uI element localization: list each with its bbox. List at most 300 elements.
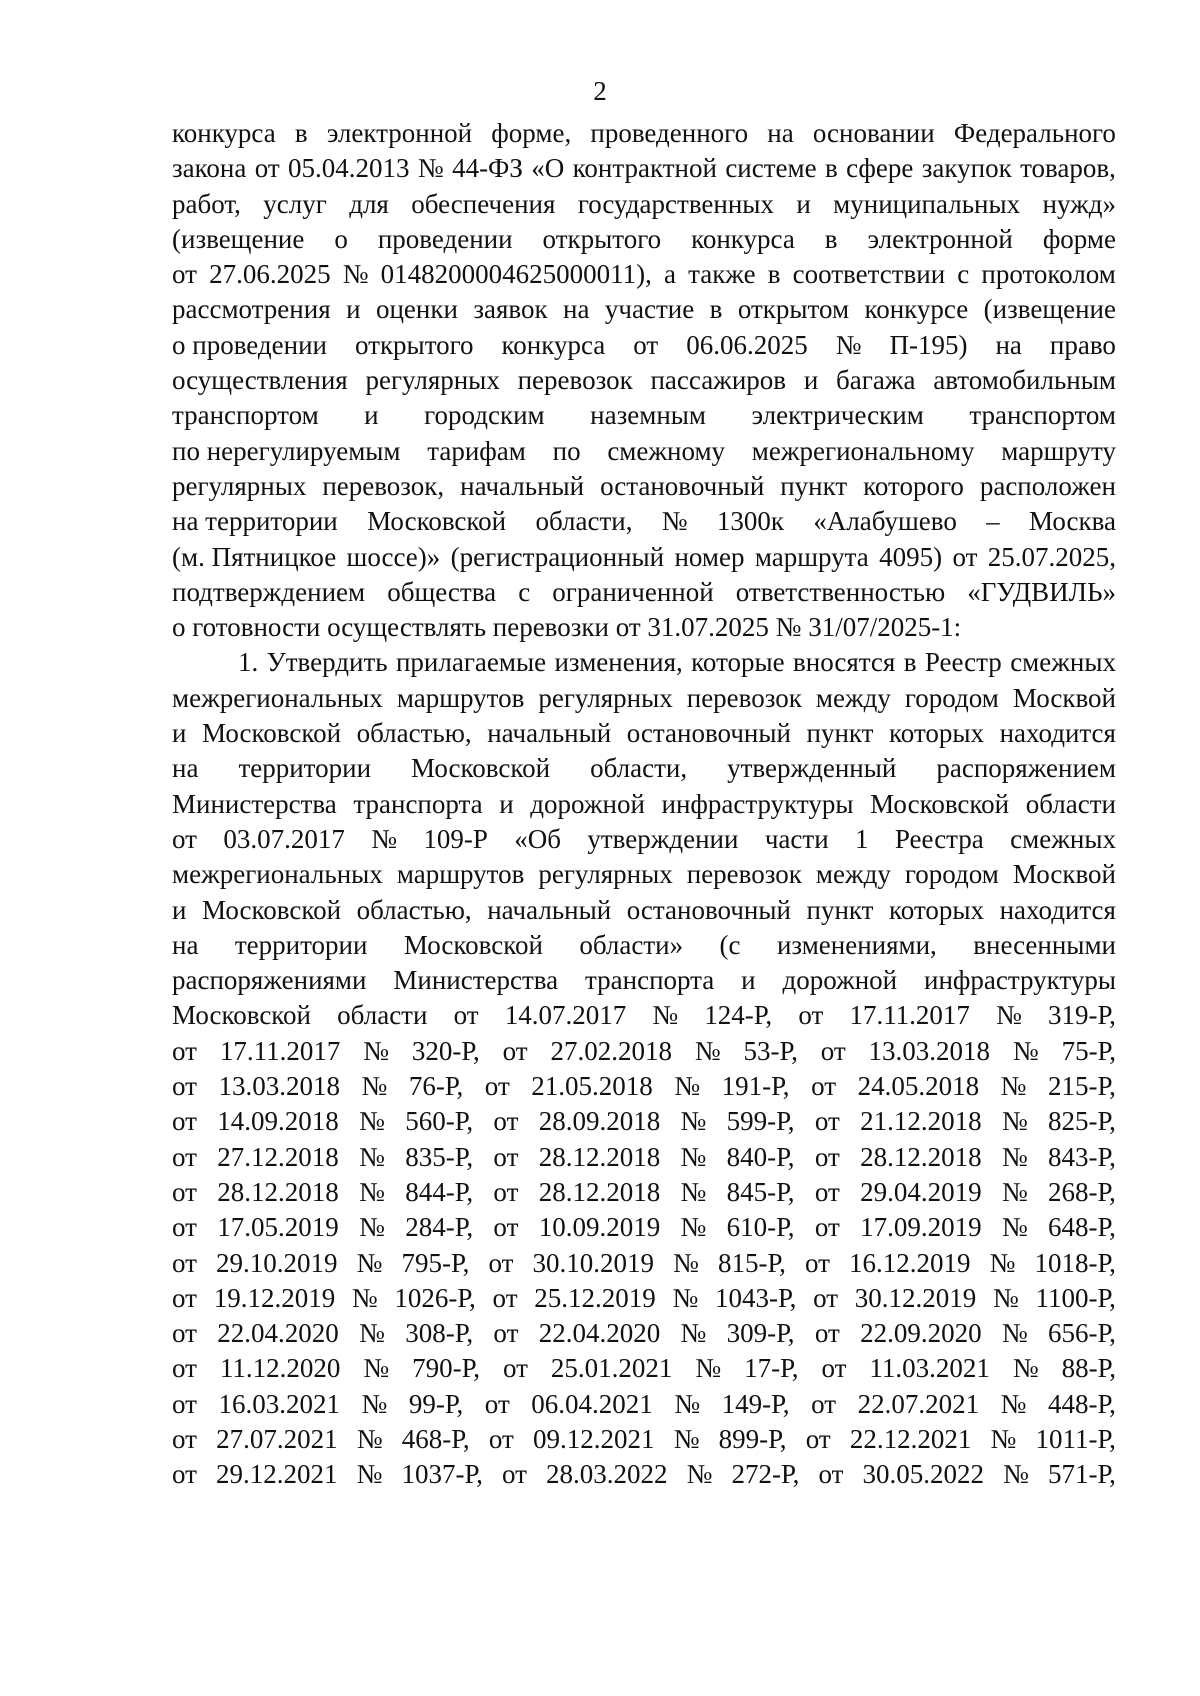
text-word: № bbox=[351, 1282, 378, 1313]
text-word: № bbox=[695, 1353, 722, 1384]
text-word: 06.06.2025 bbox=[686, 329, 808, 360]
text-word: 149-Р, bbox=[721, 1388, 790, 1419]
text-word: перевозок bbox=[686, 682, 802, 713]
text-word: № bbox=[359, 1141, 385, 1172]
text-word: и bbox=[741, 965, 756, 996]
text-word: конкурса bbox=[691, 223, 795, 254]
text-word: работ, bbox=[172, 188, 241, 219]
text-line bbox=[172, 1069, 1116, 1104]
text-word: от bbox=[172, 1141, 197, 1172]
text-word: от bbox=[488, 1423, 514, 1454]
text-word: № bbox=[371, 823, 397, 854]
text-word: городом bbox=[904, 859, 999, 890]
text-word: от bbox=[172, 1176, 197, 1207]
text-word: от bbox=[811, 1388, 837, 1419]
text-word: конкурса bbox=[501, 329, 606, 360]
text-line bbox=[172, 787, 1116, 822]
text-word: в bbox=[824, 223, 838, 254]
text-word: осуществления bbox=[172, 365, 348, 396]
text-word: муниципальных bbox=[833, 188, 1021, 219]
text-word: № bbox=[359, 1318, 385, 1349]
text-word: 825-Р, bbox=[1048, 1106, 1116, 1137]
text-word: смежному bbox=[607, 435, 726, 466]
text-word: шоссе)» bbox=[346, 541, 441, 572]
text-word: межрегиональных bbox=[172, 682, 383, 713]
text-word: от bbox=[493, 1318, 519, 1349]
text-word: смежных bbox=[1010, 823, 1116, 854]
text-word: и bbox=[803, 365, 819, 396]
text-word: № bbox=[990, 1423, 1017, 1454]
text-word: № bbox=[361, 1388, 388, 1419]
text-word: № bbox=[417, 153, 444, 184]
text-line bbox=[172, 645, 1116, 680]
text-word: изменения, bbox=[554, 647, 683, 678]
text-word: 17.11.2017 bbox=[849, 1000, 970, 1031]
text-word: № bbox=[1001, 1176, 1028, 1207]
text-word: и bbox=[172, 894, 187, 925]
text-word: транспортом bbox=[172, 400, 319, 431]
text-word: 10.09.2019 bbox=[538, 1212, 661, 1243]
text-word: П-195) bbox=[889, 329, 968, 360]
text-word: 845-Р, bbox=[726, 1176, 795, 1207]
text-word: 53-Р, bbox=[743, 1035, 798, 1066]
text-word: № bbox=[1001, 1318, 1028, 1349]
text-word: 13.03.2018 bbox=[218, 1071, 340, 1102]
text-word: утверждении bbox=[587, 823, 739, 854]
text-word: 571-Р, bbox=[1047, 1459, 1116, 1490]
text-word: 1100-Р, bbox=[1035, 1282, 1116, 1313]
text-word: 09.12.2021 bbox=[533, 1423, 655, 1454]
text-line bbox=[172, 893, 1116, 928]
text-word: и bbox=[346, 294, 361, 325]
text-word: о готовности осуществлять перевозки от 31.07.2025 № 31/07/2025-1: bbox=[172, 612, 962, 643]
text-line bbox=[172, 1316, 1116, 1351]
text-line bbox=[172, 116, 1116, 151]
text-word: пассажиров bbox=[650, 365, 787, 396]
text-word: № bbox=[361, 1071, 388, 1102]
text-word: ответственностью bbox=[735, 576, 946, 607]
text-word: в bbox=[767, 259, 781, 290]
text-word: от bbox=[172, 1353, 197, 1384]
text-word: от bbox=[172, 823, 197, 854]
text-word: № bbox=[359, 1106, 385, 1137]
text-word: № bbox=[356, 1247, 383, 1278]
text-word: от bbox=[814, 1318, 840, 1349]
text-word: области, bbox=[590, 753, 688, 784]
document-body bbox=[172, 116, 1116, 1493]
text-word: от bbox=[814, 1141, 840, 1172]
text-word: форме, bbox=[491, 118, 572, 148]
text-word: участие bbox=[604, 294, 695, 325]
text-word: на bbox=[995, 329, 1022, 360]
text-word: 44-ФЗ bbox=[452, 153, 523, 184]
text-word: от bbox=[502, 1035, 528, 1066]
text-word: 17.05.2019 bbox=[217, 1212, 339, 1243]
text-word: «О bbox=[531, 153, 565, 184]
text-word: № bbox=[342, 259, 369, 290]
text-word: тарифам bbox=[427, 435, 526, 466]
text-line bbox=[172, 363, 1116, 398]
text-word: № bbox=[673, 1423, 700, 1454]
text-word: от bbox=[814, 1212, 840, 1243]
text-word: территории bbox=[238, 753, 372, 784]
text-word: изменениями, bbox=[776, 929, 937, 960]
text-word: 03.07.2017 bbox=[223, 823, 345, 854]
text-word: на bbox=[172, 929, 199, 960]
text-word: 21.12.2018 bbox=[860, 1106, 982, 1137]
text-word: внесенными bbox=[973, 929, 1116, 960]
text-word: 28.03.2022 bbox=[546, 1459, 668, 1490]
text-word: от bbox=[952, 541, 978, 572]
text-word: 14.07.2017 bbox=[504, 1000, 627, 1031]
text-word: 11.12.2020 bbox=[219, 1353, 341, 1384]
text-line bbox=[172, 187, 1116, 222]
text-word: № bbox=[680, 1176, 707, 1207]
text-word: от bbox=[633, 329, 659, 360]
text-word: форме bbox=[1042, 223, 1116, 254]
text-word: открытого bbox=[355, 329, 474, 360]
text-word: автомобильным bbox=[933, 365, 1116, 396]
text-word: № bbox=[694, 1035, 721, 1066]
text-word: услуг bbox=[263, 188, 327, 219]
text-word: от bbox=[501, 1459, 527, 1490]
text-word: – bbox=[986, 506, 1000, 537]
text-line bbox=[172, 857, 1116, 892]
text-word: Москва bbox=[1029, 506, 1116, 537]
text-word: 835-Р, bbox=[405, 1141, 474, 1172]
text-word: 1300к bbox=[716, 506, 784, 537]
text-line bbox=[172, 610, 1116, 645]
text-word: № bbox=[680, 1141, 707, 1172]
text-word: от bbox=[493, 1106, 519, 1137]
text-word: областью, bbox=[356, 718, 472, 749]
text-word: транспорта bbox=[585, 965, 715, 996]
text-word: Московской bbox=[202, 894, 342, 925]
text-word: остановочный bbox=[600, 470, 765, 501]
text-word: в bbox=[824, 153, 838, 184]
text-word: 30.05.2022 bbox=[862, 1459, 985, 1490]
text-word: и bbox=[364, 400, 379, 431]
text-word: № bbox=[1000, 1071, 1027, 1102]
text-word: 22.04.2020 bbox=[538, 1318, 661, 1349]
text-word: нужд» bbox=[1042, 188, 1116, 219]
text-word: от bbox=[453, 1000, 479, 1031]
text-line bbox=[172, 575, 1116, 610]
text-word: начальный bbox=[460, 470, 585, 501]
text-word: 05.04.2013 bbox=[288, 153, 410, 184]
text-word: 27.12.2018 bbox=[217, 1141, 339, 1172]
text-word: № bbox=[661, 506, 688, 537]
text-word: 22.12.2021 bbox=[849, 1423, 972, 1454]
text-word: которых bbox=[889, 894, 985, 925]
text-word: проведенного bbox=[590, 118, 749, 148]
text-line bbox=[172, 681, 1116, 716]
text-word: маршрута bbox=[754, 541, 869, 572]
text-word: от bbox=[818, 1459, 844, 1490]
text-word: пункт bbox=[780, 470, 848, 501]
text-word: № bbox=[674, 1388, 701, 1419]
text-word: 30.12.2019 bbox=[854, 1282, 977, 1313]
text-word: соответствии bbox=[792, 259, 946, 290]
text-word: территории bbox=[234, 929, 368, 960]
text-word: 25.01.2021 bbox=[550, 1353, 673, 1384]
text-word: 29.12.2021 bbox=[216, 1459, 338, 1490]
text-word: № bbox=[363, 1035, 389, 1066]
text-word: также bbox=[688, 259, 756, 290]
text-word: 28.12.2018 bbox=[860, 1141, 982, 1172]
text-word: (извещение bbox=[172, 223, 305, 254]
text-word: 11.03.2021 bbox=[869, 1353, 990, 1384]
text-word: от bbox=[493, 1176, 519, 1207]
text-word: которые bbox=[691, 647, 785, 678]
text-word: 21.05.2018 bbox=[531, 1071, 653, 1102]
text-word: на bbox=[172, 753, 199, 784]
text-line bbox=[172, 1422, 1116, 1457]
text-word: 06.04.2021 bbox=[531, 1388, 653, 1419]
text-word: № bbox=[359, 1176, 385, 1207]
text-word: Московской bbox=[411, 753, 551, 784]
text-word: с bbox=[957, 259, 970, 290]
text-word: от bbox=[813, 1282, 839, 1313]
text-word: 22.09.2020 bbox=[860, 1318, 982, 1349]
text-word: 14.09.2018 bbox=[217, 1106, 339, 1137]
text-word: с bbox=[518, 576, 531, 607]
text-word: 815-Р, bbox=[717, 1247, 786, 1278]
text-line bbox=[172, 963, 1116, 998]
text-word: 17.09.2019 bbox=[860, 1212, 982, 1243]
text-word: перевозок bbox=[686, 859, 802, 890]
text-word: областью, bbox=[356, 894, 472, 925]
text-word: регулярных bbox=[538, 859, 673, 890]
text-word: прилагаемые bbox=[395, 647, 547, 678]
text-word: 27.07.2021 bbox=[216, 1423, 338, 1454]
text-word: 308-Р, bbox=[405, 1318, 474, 1349]
text-word: Москвой bbox=[1012, 859, 1116, 890]
text-word: подтверждением bbox=[172, 576, 366, 607]
text-word: смежных bbox=[1010, 647, 1116, 678]
text-word: остановочный bbox=[626, 894, 791, 925]
text-line bbox=[172, 1281, 1116, 1316]
text-word: ограниченной bbox=[552, 576, 714, 607]
text-word: 468-Р, bbox=[401, 1423, 470, 1454]
text-word: 1043-Р, bbox=[714, 1282, 797, 1313]
text-word: 191-Р, bbox=[721, 1071, 790, 1102]
text-word: 648-Р, bbox=[1048, 1212, 1116, 1243]
text-word: от bbox=[502, 1353, 528, 1384]
text-word: 25.07.2025, bbox=[987, 541, 1116, 572]
text-word: начальный bbox=[487, 894, 612, 925]
text-word: право bbox=[1049, 329, 1116, 360]
text-word: по нерегулируемым bbox=[172, 435, 401, 466]
text-line bbox=[172, 1387, 1116, 1422]
text-word: 1018-Р, bbox=[1034, 1247, 1116, 1278]
text-word: вносятся bbox=[793, 647, 896, 678]
text-word: «Об bbox=[514, 823, 561, 854]
text-word: 27.06.2025 bbox=[209, 259, 331, 290]
text-word: 109-Р bbox=[423, 823, 488, 854]
text-word: № bbox=[989, 1247, 1016, 1278]
text-word: № bbox=[356, 1459, 383, 1490]
text-word: товаров, bbox=[1020, 153, 1116, 184]
text-word: от bbox=[814, 1176, 840, 1207]
text-word: № bbox=[359, 1212, 385, 1243]
text-word: 215-Р, bbox=[1047, 1071, 1116, 1102]
text-word: 284-Р, bbox=[405, 1212, 474, 1243]
text-word: между bbox=[815, 682, 891, 713]
text-word: от bbox=[172, 1071, 197, 1102]
text-word: от bbox=[798, 1000, 824, 1031]
text-word: общества bbox=[387, 576, 497, 607]
text-word: Московской bbox=[403, 929, 543, 960]
text-line bbox=[172, 928, 1116, 963]
text-word: 19.12.2019 bbox=[213, 1282, 336, 1313]
text-word: городом bbox=[904, 682, 999, 713]
text-line bbox=[172, 1210, 1116, 1245]
text-word: от bbox=[172, 1282, 197, 1313]
text-word: № bbox=[686, 1459, 713, 1490]
text-word: 22.07.2021 bbox=[857, 1388, 980, 1419]
text-word: 28.12.2018 bbox=[217, 1176, 339, 1207]
text-word: от bbox=[493, 1141, 519, 1172]
text-word: системе bbox=[725, 153, 817, 184]
text-word: от bbox=[821, 1353, 847, 1384]
text-word: области» bbox=[579, 929, 684, 960]
text-word: 795-Р, bbox=[401, 1247, 470, 1278]
text-line bbox=[172, 998, 1116, 1033]
text-word: и bbox=[499, 788, 514, 819]
text-line bbox=[172, 398, 1116, 433]
text-word: 28.12.2018 bbox=[538, 1176, 661, 1207]
text-word: дорожной bbox=[782, 965, 898, 996]
text-word: основании bbox=[812, 118, 935, 148]
text-line bbox=[172, 1140, 1116, 1175]
text-word: от bbox=[172, 1035, 197, 1066]
text-word: № bbox=[680, 1106, 707, 1137]
text-word: государственных bbox=[577, 188, 774, 219]
text-word: расположен bbox=[979, 470, 1116, 501]
page-number: 2 bbox=[593, 76, 607, 106]
text-word: 22.04.2020 bbox=[217, 1318, 339, 1349]
text-word: начальный bbox=[487, 718, 612, 749]
text-word: от bbox=[820, 1035, 846, 1066]
text-word: Московской bbox=[870, 788, 1010, 819]
text-word: от bbox=[484, 1388, 510, 1419]
text-word: 844-Р, bbox=[405, 1176, 474, 1207]
text-word: 17.11.2017 bbox=[219, 1035, 341, 1066]
text-word: в bbox=[903, 647, 917, 678]
text-word: № bbox=[674, 1071, 701, 1102]
text-word: электронной bbox=[326, 118, 473, 148]
text-line bbox=[172, 151, 1116, 186]
text-word: части bbox=[764, 823, 829, 854]
text-word: 1011-Р, bbox=[1035, 1423, 1116, 1454]
text-word: распоряжением bbox=[936, 753, 1116, 784]
text-word: 1026-Р, bbox=[394, 1282, 476, 1313]
text-word: инфраструктуры bbox=[924, 965, 1116, 996]
text-word: в bbox=[709, 294, 723, 325]
text-word: (с bbox=[719, 929, 741, 960]
text-word: 272-Р, bbox=[731, 1459, 800, 1490]
text-word: 320-Р, bbox=[411, 1035, 480, 1066]
text-word: 25.12.2019 bbox=[534, 1282, 656, 1313]
text-word: 1 bbox=[855, 823, 869, 854]
text-word: и bbox=[796, 188, 811, 219]
text-word: от bbox=[172, 1388, 197, 1419]
text-word: от bbox=[172, 1459, 197, 1490]
text-word: 448-Р, bbox=[1047, 1388, 1116, 1419]
text-line bbox=[172, 328, 1116, 363]
text-word: № bbox=[1012, 1035, 1039, 1066]
text-word: которого bbox=[863, 470, 964, 501]
text-word: № bbox=[993, 1282, 1019, 1313]
text-word: (извещение bbox=[983, 294, 1116, 325]
text-word: 99-Р, bbox=[408, 1388, 464, 1419]
text-word: багажа bbox=[836, 365, 916, 396]
text-word: 24.05.2018 bbox=[857, 1071, 980, 1102]
text-word: № bbox=[652, 1000, 679, 1031]
text-line bbox=[172, 222, 1116, 257]
text-word: остановочный bbox=[626, 718, 791, 749]
text-word: от bbox=[172, 1106, 197, 1137]
text-word: 88-Р, bbox=[1061, 1353, 1116, 1384]
text-word: транспортом bbox=[969, 400, 1116, 431]
text-word: электрическим bbox=[751, 400, 924, 431]
text-word: от bbox=[805, 1423, 831, 1454]
text-word: № bbox=[1001, 1141, 1028, 1172]
text-word: находится bbox=[999, 894, 1116, 925]
text-word: и bbox=[172, 718, 187, 749]
text-word: от bbox=[492, 1282, 518, 1313]
text-word: Министерства bbox=[393, 965, 559, 996]
text-word: № bbox=[835, 329, 862, 360]
text-word: № bbox=[1003, 1459, 1029, 1490]
text-word: регулярных bbox=[172, 470, 307, 501]
text-word: области, bbox=[535, 506, 633, 537]
text-word: (регистрационный bbox=[450, 541, 665, 572]
text-word: пункт bbox=[806, 718, 874, 749]
text-word: Московской bbox=[172, 1000, 312, 1031]
text-word: от bbox=[172, 1423, 197, 1454]
text-word: пункт bbox=[806, 894, 874, 925]
text-word: 560-Р, bbox=[405, 1106, 474, 1137]
text-word: от bbox=[493, 1212, 519, 1243]
text-word: 899-Р, bbox=[718, 1423, 787, 1454]
text-word: для bbox=[349, 188, 389, 219]
text-word: от bbox=[488, 1247, 514, 1278]
text-word: 656-Р, bbox=[1048, 1318, 1116, 1349]
text-word: 599-Р, bbox=[726, 1106, 795, 1137]
text-line bbox=[172, 292, 1116, 327]
text-word: проведении bbox=[377, 223, 513, 254]
text-word: рассмотрения bbox=[172, 294, 331, 325]
text-word: 17-Р, bbox=[744, 1353, 799, 1384]
text-word: от bbox=[254, 153, 280, 184]
text-word: 1. bbox=[238, 647, 259, 678]
text-word: 75-Р, bbox=[1061, 1035, 1116, 1066]
text-word: находится bbox=[999, 718, 1116, 749]
text-word: Москвой bbox=[1012, 682, 1116, 713]
text-word: от bbox=[814, 1106, 840, 1137]
text-line bbox=[172, 540, 1116, 575]
text-word: инфраструктуры bbox=[661, 788, 854, 819]
text-word: регулярных bbox=[365, 365, 500, 396]
text-word: от bbox=[804, 1247, 830, 1278]
text-word: от bbox=[172, 1318, 197, 1349]
text-word: маршруту bbox=[1001, 435, 1116, 466]
text-word: (м. Пятницкое bbox=[172, 541, 337, 572]
text-word: 29.04.2019 bbox=[860, 1176, 982, 1207]
text-word: 30.10.2019 bbox=[532, 1247, 655, 1278]
